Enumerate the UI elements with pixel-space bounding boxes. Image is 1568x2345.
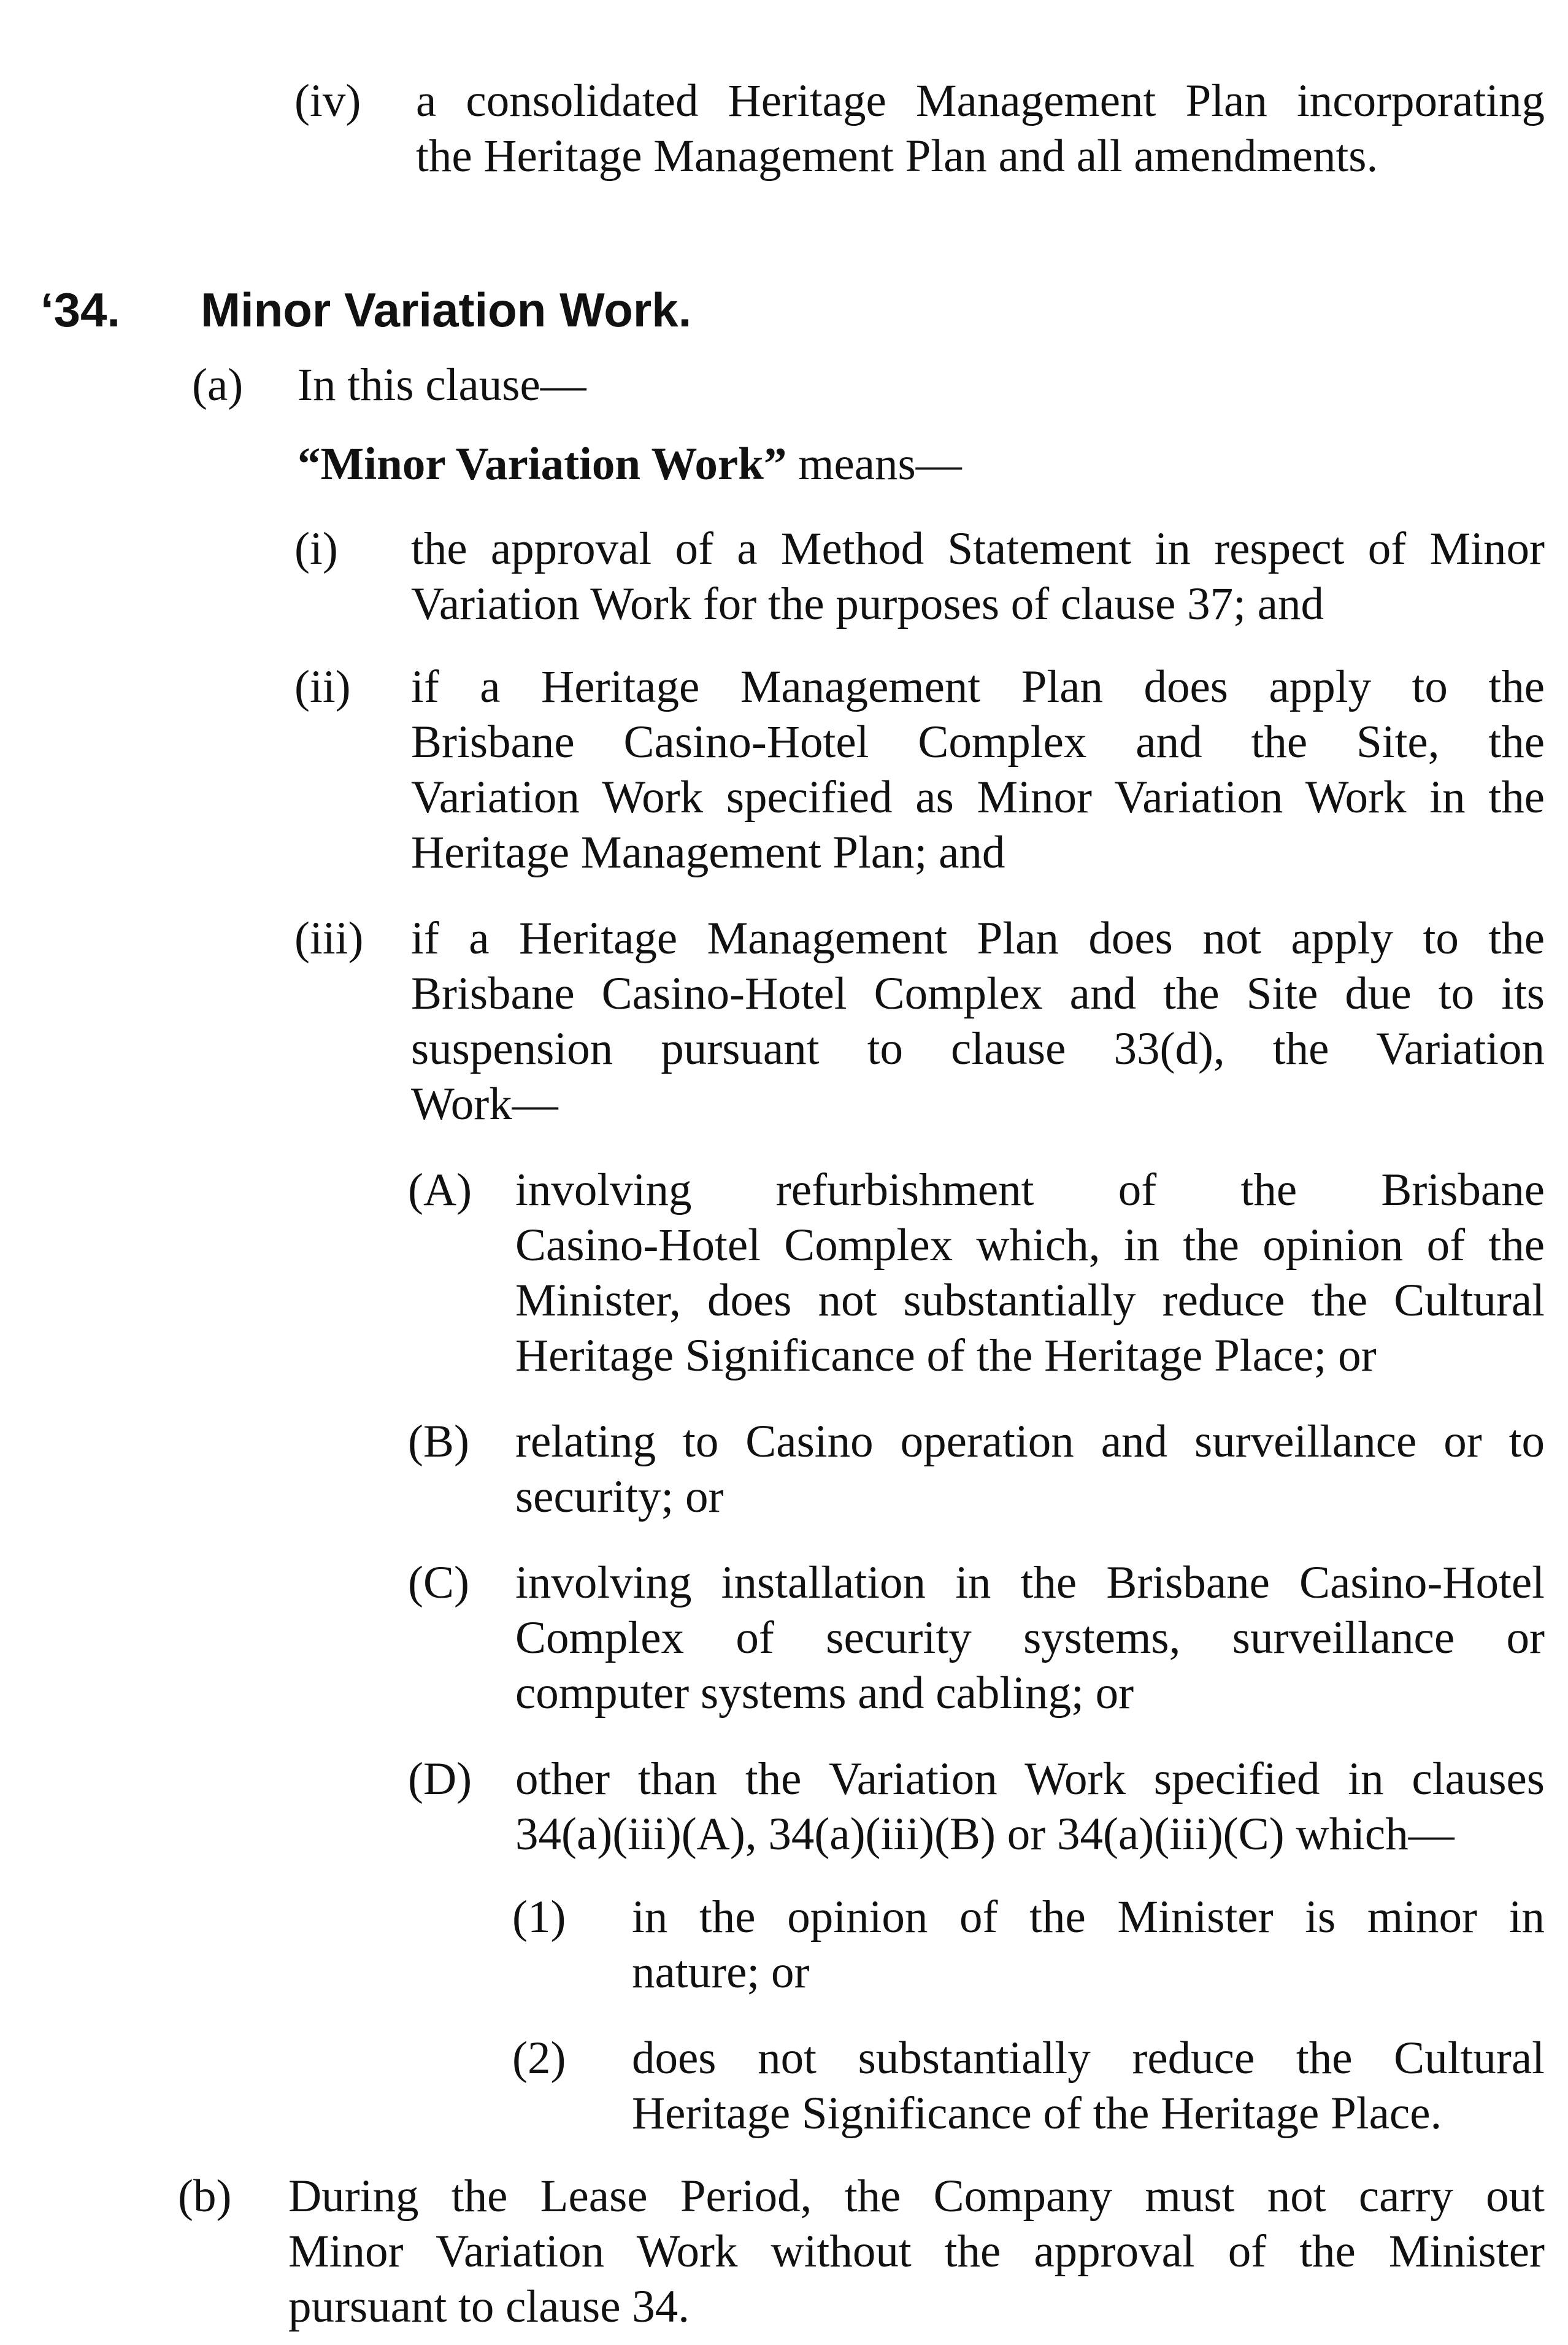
item-D-line-1: other than the Variation Work specified in clauses [515, 1754, 1545, 1804]
item-C-line-3: computer systems and cabling; or [515, 1668, 1134, 1719]
item-A-line-1: involving refurbishment of the Brisbane [515, 1165, 1545, 1215]
item-ii-line-2: Brisbane Casino-Hotel Complex and the Site, the [411, 717, 1545, 768]
item-label-iv: (iv) [294, 75, 361, 126]
item-label-ii: (ii) [294, 661, 351, 712]
item-1-line-1: in the opinion of the Minister is minor in [632, 1892, 1545, 1943]
item-b-line-3: pursuant to clause 34. [288, 2281, 690, 2332]
clause-number: ‘34. [40, 283, 121, 337]
item-B-line-1: relating to Casino operation and surveillance or to [515, 1416, 1545, 1467]
item-label-D: (D) [408, 1754, 472, 1804]
item-iii-line-1: if a Heritage Management Plan does not apply to the [411, 913, 1545, 964]
item-ii-line-1: if a Heritage Management Plan does apply to the [411, 661, 1545, 712]
item-iii-line-3: suspension pursuant to clause 33(d), the Variation [411, 1023, 1545, 1074]
item-b-line-2: Minor Variation Work without the approval of the Minister [288, 2226, 1545, 2277]
item-label-iii: (iii) [294, 913, 364, 964]
item-A-line-2: Casino-Hotel Complex which, in the opinion of the [515, 1220, 1545, 1271]
item-label-2: (2) [512, 2033, 566, 2084]
item-label-B: (B) [408, 1416, 469, 1467]
item-iv-line-1: a consolidated Heritage Management Plan incorporating [416, 75, 1545, 126]
item-b-line-1: During the Lease Period, the Company must not carry out [288, 2171, 1545, 2222]
clause-title: Minor Variation Work. [201, 283, 692, 337]
item-label-1: (1) [512, 1892, 566, 1943]
item-label-A: (A) [408, 1165, 472, 1215]
item-label-b: (b) [178, 2171, 232, 2222]
item-2-line-2: Heritage Significance of the Heritage Place. [632, 2088, 1442, 2139]
item-i-line-1: the approval of a Method Statement in respect of Minor [411, 523, 1545, 574]
item-iv-line-2: the Heritage Management Plan and all amendments. [416, 131, 1378, 182]
item-1-line-2: nature; or [632, 1947, 810, 1998]
item-C-line-2: Complex of security systems, surveillance or [515, 1612, 1545, 1663]
item-label-i: (i) [294, 523, 338, 574]
item-B-line-2: security; or [515, 1471, 724, 1522]
item-label-a: (a) [192, 360, 244, 410]
item-ii-line-4: Heritage Management Plan; and [411, 827, 1005, 878]
item-A-line-4: Heritage Significance of the Heritage Place; or [515, 1330, 1377, 1381]
item-iii-line-2: Brisbane Casino-Hotel Complex and the Site due to its [411, 968, 1545, 1019]
item-D-line-2: 34(a)(iii)(A), 34(a)(iii)(B) or 34(a)(iii)(C) which— [515, 1809, 1455, 1860]
item-label-C: (C) [408, 1557, 469, 1608]
item-2-line-1: does not substantially reduce the Cultural [632, 2033, 1545, 2084]
definition-means: means— [786, 439, 962, 490]
item-ii-line-3: Variation Work specified as Minor Variation Work in the [411, 772, 1545, 823]
item-i-line-2: Variation Work for the purposes of clause 37; and [411, 579, 1324, 630]
definition-line [298, 437, 962, 492]
defined-term: “Minor Variation Work” [298, 439, 787, 490]
item-iii-line-4: Work— [411, 1079, 558, 1130]
item-a-intro: In this clause— [298, 360, 586, 410]
item-C-line-1: involving installation in the Brisbane Casino-Hotel [515, 1557, 1545, 1608]
item-A-line-3: Minister, does not substantially reduce the Cultural [515, 1275, 1545, 1326]
